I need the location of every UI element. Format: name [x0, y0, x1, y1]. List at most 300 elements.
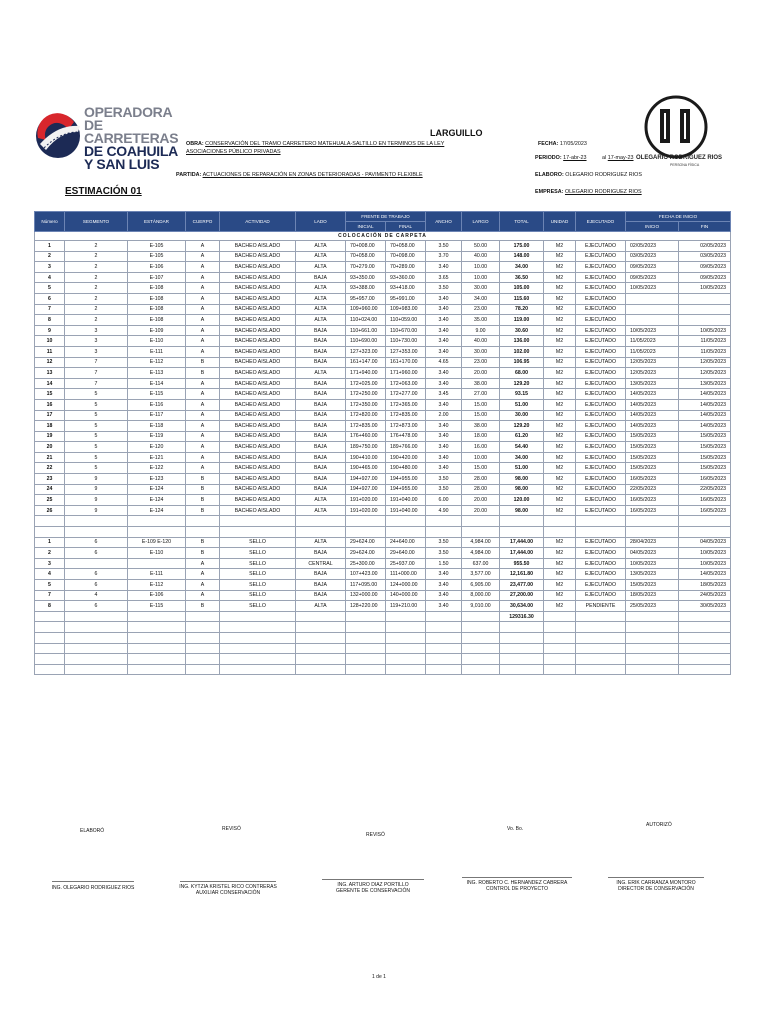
table-cell: 7: [35, 590, 65, 601]
table-cell: 93+388.00: [346, 283, 386, 294]
table-cell: BACHEO AISLADO: [220, 463, 296, 474]
table-cell: [679, 664, 731, 675]
table-cell: M2: [544, 495, 576, 506]
table-cell: 7: [65, 357, 128, 368]
grand-total: 129316.30: [500, 611, 544, 622]
table-cell: A: [186, 399, 220, 410]
table-cell: 11/05/2023: [679, 336, 731, 347]
table-cell: 3: [65, 346, 128, 357]
table-cell: [576, 622, 626, 633]
table-cell: 110+059.00: [386, 315, 426, 326]
table-cell: M2: [544, 272, 576, 283]
table-cell: [544, 611, 576, 622]
table-cell: M2: [544, 474, 576, 485]
table-cell: [35, 527, 65, 538]
table-cell: 15/05/2023: [679, 463, 731, 474]
table-cell: 3.40: [426, 442, 462, 453]
table-cell: 10.00: [462, 272, 500, 283]
table-cell: ALTA: [296, 283, 346, 294]
table-cell: 16/05/2023: [626, 505, 679, 516]
obra-value: CONSERVACIÓN DEL TRAMO CARRETERO MATEHUALA-SALTILLO EN TERMINOS DE LA LEY ASOCIACIONES PÚBLICO PRIVADAS: [186, 141, 445, 155]
table-cell: 161+147.00: [346, 357, 386, 368]
table-cell: 13/05/2023: [626, 569, 679, 580]
table-cell: [65, 632, 128, 643]
table-cell: BACHEO AISLADO: [220, 421, 296, 432]
table-cell: E-120: [128, 442, 186, 453]
table-cell: [296, 664, 346, 675]
table-cell: 14/05/2023: [679, 399, 731, 410]
table-cell: 172+250.00: [346, 389, 386, 400]
table-cell: 12/05/2023: [679, 368, 731, 379]
table-row: [35, 505, 731, 516]
table-cell: E-114: [128, 378, 186, 389]
table-cell: [128, 632, 186, 643]
table-cell: [220, 654, 296, 665]
table-cell: A: [186, 590, 220, 601]
table-cell: 6.00: [426, 495, 462, 506]
table-cell: BACHEO AISLADO: [220, 399, 296, 410]
table-cell: 9: [65, 505, 128, 516]
table-cell: 04/05/2023: [626, 548, 679, 559]
table-cell: ALTA: [296, 293, 346, 304]
table-cell: 7: [65, 368, 128, 379]
table-cell: 4: [65, 590, 128, 601]
table-cell: 54.40: [500, 442, 544, 453]
table-cell: EJECUTADO: [576, 484, 626, 495]
table-cell: 51.00: [500, 463, 544, 474]
table-row: [35, 569, 731, 580]
table-cell: 194+927.00: [346, 474, 386, 485]
table-cell: 15/05/2023: [626, 431, 679, 442]
table-cell: 4,984.00: [462, 537, 500, 548]
table-cell: BAJA: [296, 474, 346, 485]
table-cell: B: [186, 474, 220, 485]
table-cell: A: [186, 304, 220, 315]
table-cell: 2: [65, 315, 128, 326]
table-cell: 50.00: [462, 241, 500, 252]
table-cell: 3.70: [426, 251, 462, 262]
table-row: [35, 474, 731, 485]
empresa-block: [535, 188, 642, 196]
table-cell: BAJA: [296, 452, 346, 463]
table-cell: BACHEO AISLADO: [220, 452, 296, 463]
table-cell: 9: [35, 325, 65, 336]
table-cell: 4: [35, 569, 65, 580]
table-cell: 34.00: [462, 293, 500, 304]
table-cell: B: [186, 368, 220, 379]
table-cell: E-109 E-120: [128, 537, 186, 548]
table-cell: BACHEO AISLADO: [220, 442, 296, 453]
table-cell: EJECUTADO: [576, 569, 626, 580]
table-cell: [386, 664, 426, 675]
empresa-label: EMPRESA:: [535, 189, 564, 195]
table-cell: [462, 664, 500, 675]
table-cell: 30.60: [500, 325, 544, 336]
table-cell: SELLO: [220, 569, 296, 580]
table-cell: 1.50: [426, 558, 462, 569]
sign-4-role: CONTROL DE PROYECTO: [486, 886, 548, 892]
table-row: [35, 516, 731, 527]
table-row: [35, 378, 731, 389]
table-cell: 110+024.00: [346, 315, 386, 326]
table-cell: A: [186, 431, 220, 442]
table-cell: M2: [544, 325, 576, 336]
table-cell: [626, 527, 679, 538]
table-cell: [35, 611, 65, 622]
table-cell: E-113: [128, 368, 186, 379]
table-cell: A: [186, 293, 220, 304]
seal-name: OLEGARIO RODRÍGUEZ RIOS: [636, 155, 723, 161]
table-cell: [500, 643, 544, 654]
table-cell: [186, 527, 220, 538]
table-cell: EJECUTADO: [576, 580, 626, 591]
table-cell: [462, 611, 500, 622]
table-cell: E-122: [128, 463, 186, 474]
table-cell: [186, 622, 220, 633]
table-cell: ALTA: [296, 315, 346, 326]
table-cell: 19: [35, 431, 65, 442]
table-cell: SELLO: [220, 601, 296, 612]
table-cell: 27,200.00: [500, 590, 544, 601]
table-cell: [544, 622, 576, 633]
table-cell: 111+000.00: [386, 569, 426, 580]
table-cell: [346, 622, 386, 633]
table-cell: E-105: [128, 241, 186, 252]
table-cell: 18: [35, 421, 65, 432]
table-cell: 109+983.00: [386, 304, 426, 315]
table-cell: A: [186, 558, 220, 569]
table-cell: [346, 611, 386, 622]
table-cell: 5: [35, 580, 65, 591]
table-cell: [220, 643, 296, 654]
table-cell: EJECUTADO: [576, 548, 626, 559]
table-cell: 3.40: [426, 346, 462, 357]
table-cell: BACHEO AISLADO: [220, 346, 296, 357]
sign-5: [606, 880, 706, 892]
col-fecha-inicio: FECHA DE INICIO: [626, 212, 731, 222]
table-cell: 106.95: [500, 357, 544, 368]
table-cell: 3.40: [426, 378, 462, 389]
table-cell: A: [186, 325, 220, 336]
table-cell: [679, 304, 731, 315]
table-cell: BACHEO AISLADO: [220, 378, 296, 389]
table-cell: 4,984.00: [462, 548, 500, 559]
table-cell: 36.50: [500, 272, 544, 283]
table-cell: E-105: [128, 251, 186, 262]
table-cell: 35.00: [462, 315, 500, 326]
table-cell: 105.00: [500, 283, 544, 294]
signature-line-5: [608, 877, 704, 878]
table-cell: BACHEO AISLADO: [220, 315, 296, 326]
table-cell: 15/05/2023: [626, 463, 679, 474]
table-cell: [386, 643, 426, 654]
table-cell: EJECUTADO: [576, 315, 626, 326]
table-cell: EJECUTADO: [576, 537, 626, 548]
col-cuerpo: CUERPO: [186, 212, 220, 232]
table-cell: [462, 622, 500, 633]
table-cell: 3.50: [426, 537, 462, 548]
table-cell: 1: [35, 241, 65, 252]
table-cell: 23.00: [462, 304, 500, 315]
table-cell: SELLO: [220, 580, 296, 591]
table-cell: 70+289.00: [386, 262, 426, 273]
table-cell: 10.00: [462, 452, 500, 463]
table-cell: 2: [65, 262, 128, 273]
table-cell: 28/04/2023: [626, 537, 679, 548]
table-cell: 189+750.00: [346, 442, 386, 453]
table-row: [35, 495, 731, 506]
table-cell: 2: [35, 251, 65, 262]
table-row: [35, 431, 731, 442]
table-cell: BACHEO AISLADO: [220, 389, 296, 400]
table-cell: [128, 654, 186, 665]
table-cell: BAJA: [296, 346, 346, 357]
table-cell: 3.50: [426, 484, 462, 495]
table-cell: EJECUTADO: [576, 346, 626, 357]
table-row: [35, 368, 731, 379]
elaboro-sign-label: ELABORÓ: [80, 828, 105, 834]
table-cell: [386, 516, 426, 527]
table-cell: 16/05/2023: [626, 474, 679, 485]
table-cell: EJECUTADO: [576, 558, 626, 569]
table-cell: EJECUTADO: [576, 442, 626, 453]
table-cell: 24/05/2023: [679, 590, 731, 601]
table-cell: 25+937.00: [386, 558, 426, 569]
table-cell: 115.60: [500, 293, 544, 304]
table-cell: M2: [544, 336, 576, 347]
vobo-sign-label: Vo. Bo.: [507, 826, 524, 832]
table-cell: 172+835.00: [346, 421, 386, 432]
table-cell: [35, 664, 65, 675]
table-cell: BAJA: [296, 442, 346, 453]
table-cell: 20.00: [462, 505, 500, 516]
table-cell: [626, 611, 679, 622]
col-segmento: SEGMENTO: [65, 212, 128, 232]
table-cell: M2: [544, 558, 576, 569]
table-cell: [544, 664, 576, 675]
table-cell: BAJA: [296, 421, 346, 432]
table-cell: [500, 516, 544, 527]
table-cell: EJECUTADO: [576, 452, 626, 463]
table-cell: 172+277.00: [386, 389, 426, 400]
table-cell: 28.00: [462, 474, 500, 485]
table-cell: ALTA: [296, 251, 346, 262]
table-cell: A: [186, 389, 220, 400]
table-cell: CENTRAL: [296, 558, 346, 569]
table-cell: 4.65: [426, 357, 462, 368]
table-cell: [65, 558, 128, 569]
table-cell: BAJA: [296, 580, 346, 591]
table-cell: EJECUTADO: [576, 283, 626, 294]
table-cell: 191+040.00: [386, 495, 426, 506]
table-cell: 30.00: [462, 283, 500, 294]
table-cell: 27.00: [462, 389, 500, 400]
periodo-from: 17-abr-23: [563, 155, 587, 161]
elaboro-value: OLEGARIO RODRIGUEZ RIOS: [565, 172, 642, 178]
table-cell: 3.40: [426, 325, 462, 336]
table-cell: 189+766.00: [386, 442, 426, 453]
table-cell: 190+410.00: [346, 452, 386, 463]
table-cell: 194+955.00: [386, 484, 426, 495]
table-cell: 15.00: [462, 410, 500, 421]
table-cell: 7: [65, 378, 128, 389]
table-cell: [626, 664, 679, 675]
autorizo-sign-label: AUTORIZÓ: [646, 822, 672, 828]
sign-2: [176, 884, 280, 896]
table-cell: 2.00: [426, 410, 462, 421]
table-cell: 68.00: [500, 368, 544, 379]
table-cell: 18.00: [462, 431, 500, 442]
table-cell: 70+058.00: [386, 241, 426, 252]
table-cell: [500, 664, 544, 675]
table-cell: A: [186, 442, 220, 453]
table-cell: [679, 632, 731, 643]
col-numero: Número: [35, 212, 65, 232]
col-inicial: INICIAL: [346, 222, 386, 232]
table-cell: M2: [544, 251, 576, 262]
table-cell: BACHEO AISLADO: [220, 410, 296, 421]
table-row: [35, 664, 731, 675]
table-cell: 3.40: [426, 399, 462, 410]
table-cell: 2: [65, 304, 128, 315]
table-cell: 6: [65, 601, 128, 612]
table-cell: A: [186, 283, 220, 294]
table-cell: 14/05/2023: [679, 421, 731, 432]
table-cell: 15/05/2023: [626, 580, 679, 591]
table-cell: 2: [65, 293, 128, 304]
table-cell: 6: [65, 548, 128, 559]
elaboro-block: [535, 171, 642, 179]
table-cell: EJECUTADO: [576, 431, 626, 442]
table-cell: [576, 611, 626, 622]
table-row: [35, 601, 731, 612]
table-cell: M2: [544, 241, 576, 252]
larguillo-table: [34, 211, 731, 675]
table-cell: 136.00: [500, 336, 544, 347]
table-cell: 3.40: [426, 431, 462, 442]
table-cell: EJECUTADO: [576, 336, 626, 347]
table-cell: 5: [65, 399, 128, 410]
table-cell: 6: [35, 293, 65, 304]
table-cell: M2: [544, 590, 576, 601]
table-cell: [186, 664, 220, 675]
table-cell: 2: [65, 272, 128, 283]
table-cell: 3.40: [426, 421, 462, 432]
table-cell: [186, 611, 220, 622]
table-cell: M2: [544, 601, 576, 612]
table-cell: BAJA: [296, 431, 346, 442]
table-cell: [128, 622, 186, 633]
table-cell: 16/05/2023: [626, 495, 679, 506]
table-cell: [426, 632, 462, 643]
table-cell: BACHEO AISLADO: [220, 431, 296, 442]
table-cell: B: [186, 505, 220, 516]
table-cell: 98.00: [500, 505, 544, 516]
table-cell: 15/05/2023: [679, 442, 731, 453]
table-cell: M2: [544, 346, 576, 357]
table-cell: [186, 643, 220, 654]
table-cell: [65, 643, 128, 654]
table-cell: [346, 654, 386, 665]
table-cell: BACHEO AISLADO: [220, 495, 296, 506]
table-cell: 28.00: [462, 484, 500, 495]
table-cell: 3: [65, 336, 128, 347]
table-cell: 129.20: [500, 378, 544, 389]
table-cell: 6,905.00: [462, 580, 500, 591]
table-cell: 93+350.00: [346, 272, 386, 283]
table-cell: BAJA: [296, 357, 346, 368]
table-cell: 172+873.00: [386, 421, 426, 432]
table-cell: 6: [65, 580, 128, 591]
table-cell: E-106: [128, 590, 186, 601]
table-cell: [128, 558, 186, 569]
table-cell: A: [186, 580, 220, 591]
sign-3-role: GERENTE DE CONSERVACIÓN: [336, 888, 410, 894]
reviso2-sign-label: REVISÓ: [366, 832, 385, 838]
table-cell: E-119: [128, 431, 186, 442]
table-cell: [544, 654, 576, 665]
table-cell: 23,477.00: [500, 580, 544, 591]
table-cell: [296, 516, 346, 527]
table-cell: 12/05/2023: [626, 368, 679, 379]
table-cell: [35, 643, 65, 654]
table-cell: 3.50: [426, 548, 462, 559]
table-cell: M2: [544, 548, 576, 559]
table-cell: 128+220.00: [346, 601, 386, 612]
table-cell: 38.00: [462, 421, 500, 432]
table-cell: [186, 632, 220, 643]
col-largo: LARGO: [462, 212, 500, 232]
table-cell: [346, 643, 386, 654]
table-cell: ALTA: [296, 505, 346, 516]
table-cell: 161+170.00: [386, 357, 426, 368]
table-cell: 23: [35, 474, 65, 485]
table-cell: 172+350.00: [346, 399, 386, 410]
table-cell: 3.50: [426, 283, 462, 294]
table-cell: [220, 516, 296, 527]
table-cell: 110+661.00: [346, 325, 386, 336]
table-cell: 93+360.00: [386, 272, 426, 283]
table-cell: 2: [65, 251, 128, 262]
table-cell: M2: [544, 484, 576, 495]
table-cell: E-108: [128, 283, 186, 294]
table-cell: 17: [35, 410, 65, 421]
table-cell: EJECUTADO: [576, 251, 626, 262]
table-cell: EJECUTADO: [576, 357, 626, 368]
table-cell: 9.00: [462, 325, 500, 336]
table-cell: 3.40: [426, 601, 462, 612]
table-cell: 175.00: [500, 241, 544, 252]
table-cell: 78.20: [500, 304, 544, 315]
table-cell: [128, 664, 186, 675]
table-cell: [679, 516, 731, 527]
table-cell: [626, 632, 679, 643]
table-cell: EJECUTADO: [576, 368, 626, 379]
table-row: [35, 325, 731, 336]
table-cell: [544, 643, 576, 654]
table-cell: E-111: [128, 346, 186, 357]
table-cell: 24: [35, 484, 65, 495]
table-cell: 16/05/2023: [679, 505, 731, 516]
table-cell: [426, 527, 462, 538]
table-cell: [220, 664, 296, 675]
table-cell: M2: [544, 463, 576, 474]
table-cell: [462, 527, 500, 538]
table-row: [35, 463, 731, 474]
table-cell: 14/05/2023: [626, 399, 679, 410]
table-cell: [626, 304, 679, 315]
sign-3: [322, 882, 424, 894]
